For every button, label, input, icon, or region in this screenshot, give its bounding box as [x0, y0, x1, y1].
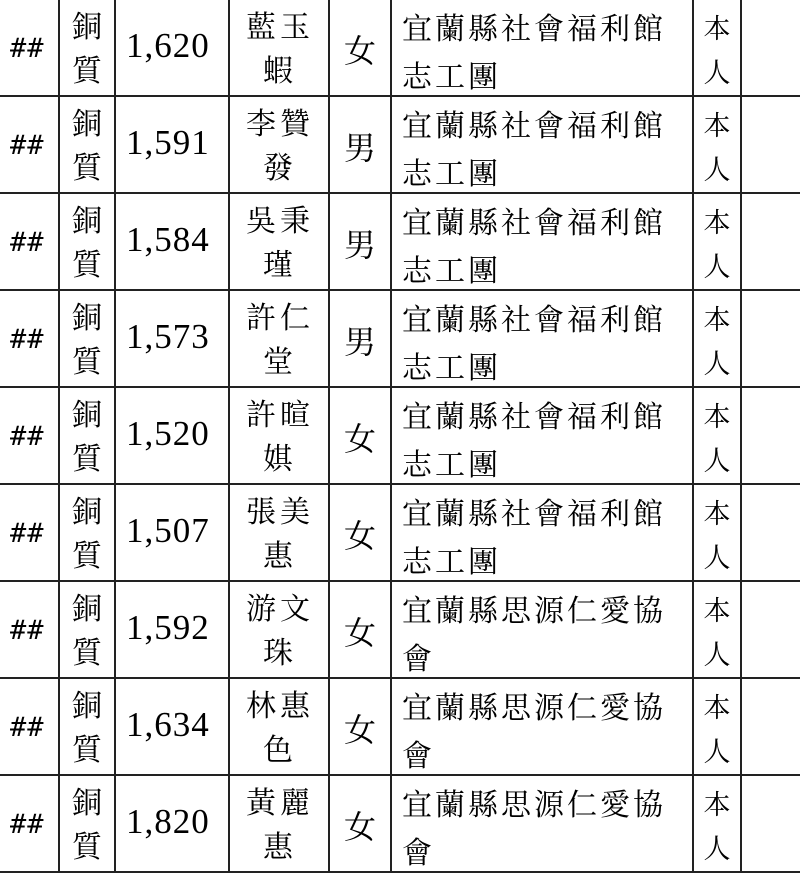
medal-material-char-1: 銅: [72, 301, 102, 336]
row-number: ##: [10, 615, 45, 646]
volunteer-name: 游文珠: [246, 592, 314, 671]
table-row: [0, 776, 800, 873]
recipient-char-1: 本: [703, 499, 731, 530]
recipient-char-2: 人: [703, 446, 731, 477]
organization: 宜蘭縣思源仁愛協會: [402, 788, 666, 871]
volunteer-name: 張美惠: [246, 495, 314, 574]
recipient-char-2: 人: [703, 252, 731, 283]
empty-cell: [742, 776, 800, 871]
empty-cell: [742, 679, 800, 774]
gender: 女: [343, 711, 376, 749]
medal-material-char-2: 質: [72, 54, 102, 89]
organization: 宜蘭縣社會福利館志工團: [402, 497, 666, 580]
gender: 女: [343, 614, 376, 652]
recipient-char-1: 本: [703, 693, 731, 724]
row-number: ##: [10, 130, 45, 161]
empty-cell: [742, 582, 800, 677]
recipient-char-1: 本: [703, 14, 731, 45]
recipient-char-1: 本: [703, 596, 731, 627]
table-row: [0, 291, 800, 388]
table-row: [0, 485, 800, 582]
row-number: ##: [10, 712, 45, 743]
empty-cell: [742, 0, 800, 95]
medal-material-char-1: 銅: [72, 689, 102, 724]
medal-material-char-1: 銅: [72, 495, 102, 530]
medal-material-char-1: 銅: [72, 204, 102, 239]
recipient-char-2: 人: [703, 543, 731, 574]
recipient-char-1: 本: [703, 305, 731, 336]
row-number: ##: [10, 518, 45, 549]
empty-cell: [742, 485, 800, 580]
table-row: [0, 194, 800, 291]
volunteer-name: 許仁堂: [246, 301, 314, 380]
organization: 宜蘭縣社會福利館志工團: [402, 206, 666, 289]
table-row: [0, 0, 800, 97]
gender: 女: [343, 517, 376, 555]
organization: 宜蘭縣社會福利館志工團: [402, 303, 666, 386]
gender: 男: [343, 129, 376, 167]
recipient-char-1: 本: [703, 790, 731, 821]
medal-material-char-1: 銅: [72, 107, 102, 142]
medal-material-char-2: 質: [72, 151, 102, 186]
recipient-char-2: 人: [703, 737, 731, 768]
recipient-char-2: 人: [703, 834, 731, 865]
table-row: [0, 97, 800, 194]
medal-material-char-1: 銅: [72, 592, 102, 627]
medal-material-char-2: 質: [72, 442, 102, 477]
volunteer-name: 黃麗惠: [246, 786, 314, 865]
organization: 宜蘭縣社會福利館志工團: [402, 12, 666, 95]
volunteer-name: 林惠色: [246, 689, 314, 768]
recipient-char-1: 本: [703, 208, 731, 239]
service-hours: 1,507: [126, 511, 210, 550]
service-hours: 1,634: [126, 705, 210, 744]
gender: 女: [343, 420, 376, 458]
service-hours: 1,573: [126, 317, 210, 356]
recipient-char-2: 人: [703, 58, 731, 89]
empty-cell: [742, 97, 800, 192]
recipient-char-2: 人: [703, 155, 731, 186]
volunteer-name: 許暄娸: [246, 398, 314, 477]
medal-material-char-2: 質: [72, 539, 102, 574]
organization: 宜蘭縣思源仁愛協會: [402, 594, 666, 677]
gender: 男: [343, 226, 376, 264]
recipient-char-1: 本: [703, 402, 731, 433]
empty-cell: [742, 291, 800, 386]
medal-material-char-1: 銅: [72, 786, 102, 821]
service-hours: 1,584: [126, 220, 210, 259]
row-number: ##: [10, 421, 45, 452]
organization: 宜蘭縣社會福利館志工團: [402, 400, 666, 483]
recipient-char-2: 人: [703, 640, 731, 671]
service-hours: 1,820: [126, 802, 210, 841]
medal-material-char-2: 質: [72, 830, 102, 865]
medal-material-char-2: 質: [72, 345, 102, 380]
medal-material-char-2: 質: [72, 248, 102, 283]
empty-cell: [742, 194, 800, 289]
row-number: ##: [10, 33, 45, 64]
row-number: ##: [10, 809, 45, 840]
service-hours: 1,520: [126, 414, 210, 453]
volunteer-name: 藍玉蝦: [246, 10, 314, 89]
service-hours: 1,620: [126, 26, 210, 65]
medal-material-char-2: 質: [72, 733, 102, 768]
medal-material-char-1: 銅: [72, 398, 102, 433]
gender: 男: [343, 323, 376, 361]
row-number: ##: [10, 227, 45, 258]
organization: 宜蘭縣社會福利館志工團: [402, 109, 666, 192]
gender: 女: [343, 32, 376, 70]
table-row: [0, 388, 800, 485]
empty-cell: [742, 388, 800, 483]
volunteer-name: 吳秉瑾: [246, 204, 314, 283]
volunteer-name: 李贊發: [246, 107, 314, 186]
recipient-char-1: 本: [703, 111, 731, 142]
medal-material-char-2: 質: [72, 636, 102, 671]
service-hours: 1,592: [126, 608, 210, 647]
table-row: [0, 582, 800, 679]
table-row: [0, 679, 800, 776]
gender: 女: [343, 808, 376, 846]
recipient-char-2: 人: [703, 349, 731, 380]
service-hours: 1,591: [126, 123, 210, 162]
medal-material-char-1: 銅: [72, 10, 102, 45]
organization: 宜蘭縣思源仁愛協會: [402, 691, 666, 774]
row-number: ##: [10, 324, 45, 355]
